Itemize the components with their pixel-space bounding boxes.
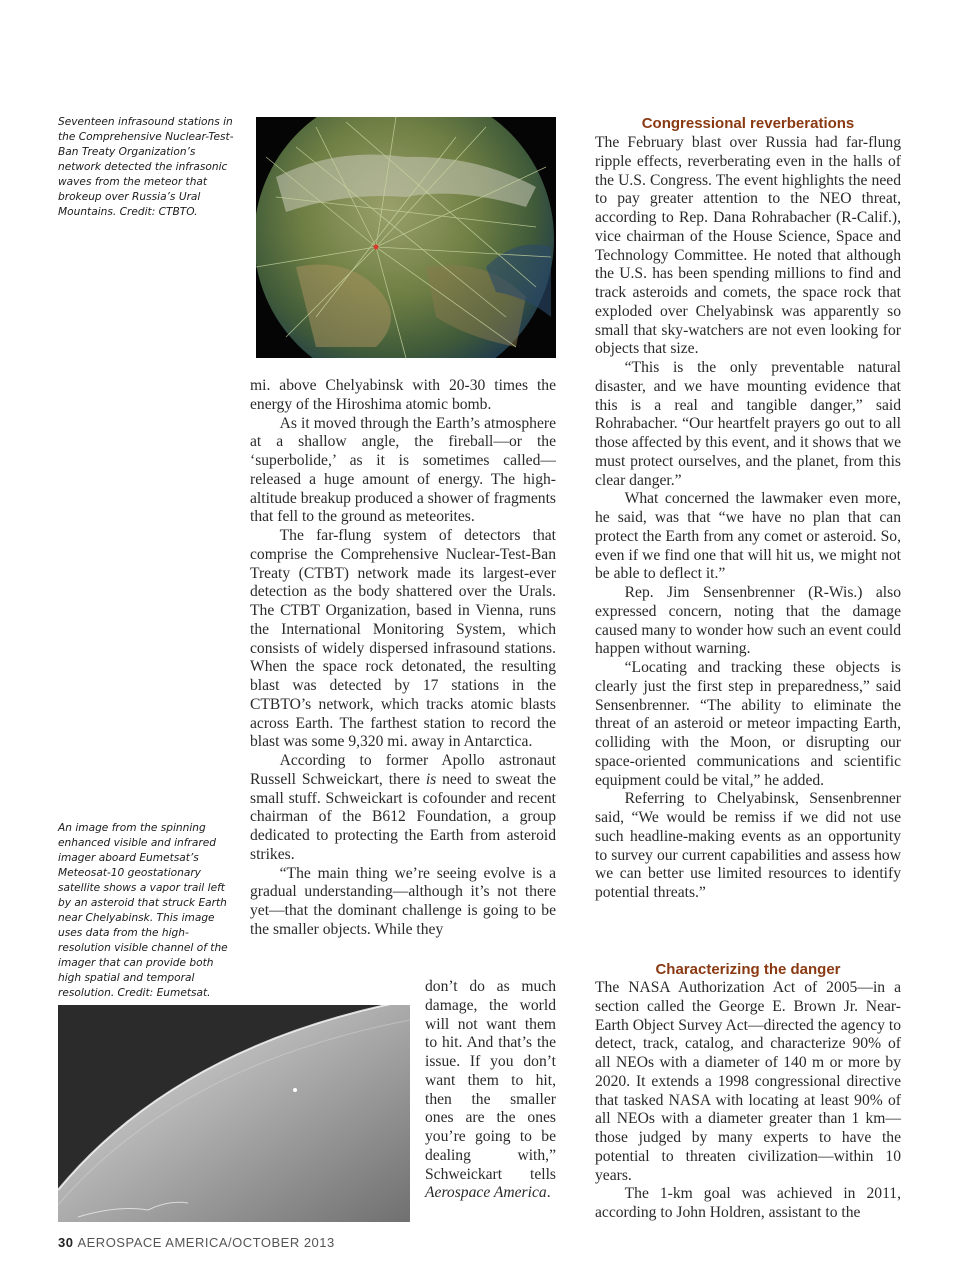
paragraph: As it moved through the Earth’s atmosphere at a shallow angle, the fireball—or the ‘superbolide,’ as it is sometimes called—released a huge amount of energy. The high-altitude breakup produced a shower of fragments that fell to the ground as meteorites.: [250, 414, 556, 526]
page-footer: [58, 1235, 335, 1250]
middle-text-column-continued: [425, 978, 556, 1203]
paragraph: Referring to Chelyabinsk, Sensenbrenner said, “We would be remiss if we did not use such headline-making events as an opportunity to survey our current capabilities and assess how we can better use limited resources to identify potential threats.”: [595, 790, 901, 901]
right-text-column-lower: [595, 979, 901, 1223]
right-text-column: [595, 134, 901, 903]
emphasis: is: [425, 770, 437, 788]
satellite-vapor-trail-figure: [58, 1005, 410, 1222]
paragraph: What concerned the lawmaker even more, he said, was that “we have no plan that can protect the Earth from any comet or asteroid. So, even if we find one that will hit us, we might not be able to deflect it.”: [595, 490, 901, 583]
section-heading-congressional: Congressional reverberations: [641, 115, 855, 132]
publication-name: Aerospace America: [425, 1184, 547, 1202]
paragraph: “The main thing we’re seeing evolve is a gradual understanding—although it’s not there yet—that the dominant challenge is going to be the smaller objects. While they: [250, 864, 556, 938]
paragraph: “Locating and tracking these objects is clearly just the first step in preparedness,” said Sensenbrenner. “The ability to eliminate the threat of an asteroid or meteor impacting Earth, colliding with the Moon, or disrupting our space-oriented communications and scientific equipment could be vital,” he added.: [595, 659, 901, 789]
paragraph: Rep. Jim Sensenbrenner (R-Wis.) also expressed concern, noting that the damage caused many to wonder how such an event could happen without warning.: [595, 584, 901, 658]
paragraph: The far-flung system of detectors that comprise the Comprehensive Nuclear-Test-Ban Treaty (CTBT) network made its largest-ever detection as the body shattered over the Urals. The CTBT Organization, based in Vienna, runs the International Monitoring System, which consists of widely dispersed infrasound stations. When the space rock detonated, the resulting blast was detected by 17 stations in the CTBTO’s network, which tracks atomic blasts across Earth. The farthest station to record the blast was some 9,320 mi. away in Antarctica.: [250, 527, 556, 751]
section-heading-characterizing: Characterizing the danger: [655, 961, 841, 978]
paragraph: The February blast over Russia had far-flung ripple effects, reverberating even in the halls of the U.S. Congress. The event highlights the need to pay greater attention to the NEO threat, according to Rep. Dana Rohrabacher (R-Calif.), vice chairman of the House Science, Space and Technology Committee. He noted that although the U.S. has been spending millions to find and track asteroids and comets, the space rock that exploded over Chelyabinsk was apparently so small that sky-watchers are not even looking for objects that size.: [595, 134, 901, 358]
globe-infrasound-figure: [256, 117, 556, 358]
paragraph: “This is the only preventable natural disaster, and we have mounting evidence that this is a real and tangible danger,” said Rohrabacher. “Our heartfelt prayers go out to all those affected by this event, and it shows that we must protect ourselves, and the planet, from this clear danger.”: [595, 359, 901, 489]
paragraph: According to former Apollo astronaut Russell Schweickart, there is need to sweat the small stuff. Schweickart is cofounder and recent chairman of the B612 Foundation, a group dedicated to protecting the Earth from asteroid strikes.: [250, 752, 557, 863]
paragraph: The NASA Authorization Act of 2005—in a section called the George E. Brown Jr. Near-Earth Object Survey Act—directed the agency to detect, track, catalog, and characterize 90% of all NEOs with a diameter of 140 m or more by 2020. It extends a 1998 congressional directive that tasked NASA with locating at least 90% of all NEOs with a diameter greater than 1 km—those judged by many experts to have the potential to threaten civilization—within 10 years.: [595, 979, 901, 1184]
middle-text-column: [250, 377, 556, 940]
publication-footer: AEROSPACE AMERICA/OCTOBER 2013: [77, 1235, 335, 1250]
satellite-figure-caption: An image from the spinning enhanced visible and infrared imager aboard Eumetsat’s Meteosat-10 geostationary satellite shows a vapor trail left by an asteroid that struck Earth near Chelyabinsk. This image uses data from the high-resolution visible channel of the imager that can provide both high spatial and temporal resolution. Credit: Eumetsat.: [58, 822, 228, 999]
globe-figure-caption: Seventeen infrasound stations in the Comprehensive Nuclear-Test-Ban Treaty Organization’s network detected the infrasonic waves from the meteor that brokeup over Russia’s Ural Mountains. Credit: CTBTO.: [58, 116, 234, 218]
page-number: 30: [58, 1235, 74, 1250]
paragraph: mi. above Chelyabinsk with 20-30 times the energy of the Hiroshima atomic bomb.: [250, 377, 556, 413]
paragraph: don’t do as much damage, the world will not want them to hit. And that’s the issue. If you don’t want them to hit, then the smaller ones are the ones you’re going to be dealing with,” Schweickart tells Aerospace America.: [425, 978, 556, 1202]
paragraph: The 1-km goal was achieved in 2011, according to John Holdren, assistant to the: [595, 1185, 901, 1221]
